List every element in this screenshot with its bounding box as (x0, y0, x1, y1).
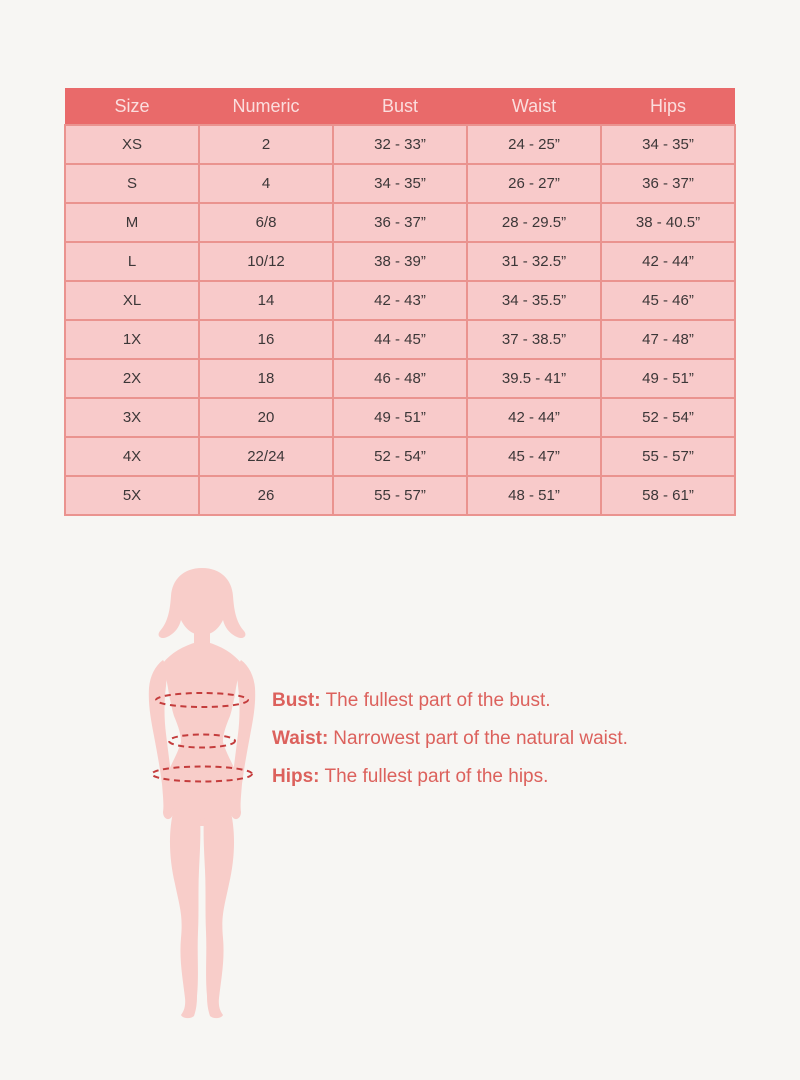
table-cell: 18 (199, 359, 333, 398)
table-cell: 45 - 46” (601, 281, 735, 320)
col-header-hips: Hips (601, 88, 735, 125)
table-cell: 10/12 (199, 242, 333, 281)
table-cell: 44 - 45” (333, 320, 467, 359)
table-cell: 24 - 25” (467, 125, 601, 164)
table-cell: XL (65, 281, 199, 320)
col-header-numeric: Numeric (199, 88, 333, 125)
table-cell: 52 - 54” (601, 398, 735, 437)
table-cell: 45 - 47” (467, 437, 601, 476)
table-cell: 36 - 37” (333, 203, 467, 242)
table-cell: 48 - 51” (467, 476, 601, 515)
legend-waist-text: Narrowest part of the natural waist. (333, 728, 628, 749)
col-header-bust: Bust (333, 88, 467, 125)
table-cell: 6/8 (199, 203, 333, 242)
table-cell: 16 (199, 320, 333, 359)
table-cell: L (65, 242, 199, 281)
table-cell: 5X (65, 476, 199, 515)
table-cell: 34 - 35” (601, 125, 735, 164)
table-cell: 55 - 57” (601, 437, 735, 476)
col-header-size: Size (65, 88, 199, 125)
silhouette-left-leg (170, 808, 200, 1018)
size-chart-table (64, 88, 736, 516)
table-cell: 4X (65, 437, 199, 476)
table-cell: 42 - 44” (467, 398, 601, 437)
table-cell: 14 (199, 281, 333, 320)
table-cell: 34 - 35.5” (467, 281, 601, 320)
table-cell: 31 - 32.5” (467, 242, 601, 281)
silhouette-right-leg (204, 808, 234, 1018)
body-figure (117, 560, 287, 1030)
table-row (65, 203, 735, 242)
legend-bust-text: The fullest part of the bust. (325, 690, 551, 711)
table-cell: 1X (65, 320, 199, 359)
table-cell: 26 (199, 476, 333, 515)
table-row (65, 398, 735, 437)
table-cell: 52 - 54” (333, 437, 467, 476)
table-cell: 4 (199, 164, 333, 203)
table-row (65, 320, 735, 359)
table-cell: 36 - 37” (601, 164, 735, 203)
legend-bust-label: Bust: (272, 690, 321, 711)
legend-bust (272, 682, 712, 720)
table-cell: 22/24 (199, 437, 333, 476)
table-header-row (65, 88, 735, 125)
legend-hips-text: The fullest part of the hips. (324, 766, 549, 787)
table-cell: 2X (65, 359, 199, 398)
table-cell: 20 (199, 398, 333, 437)
table-cell: 42 - 43” (333, 281, 467, 320)
table-cell: 38 - 39” (333, 242, 467, 281)
table-cell: 49 - 51” (601, 359, 735, 398)
legend-hips-label: Hips: (272, 766, 320, 787)
measurement-legend (272, 682, 712, 796)
table-cell: 58 - 61” (601, 476, 735, 515)
table-row (65, 242, 735, 281)
table-cell: 28 - 29.5” (467, 203, 601, 242)
table-cell: 46 - 48” (333, 359, 467, 398)
table-cell: 32 - 33” (333, 125, 467, 164)
table-row (65, 476, 735, 515)
table-cell: 49 - 51” (333, 398, 467, 437)
table-cell: 26 - 27” (467, 164, 601, 203)
table-cell: 55 - 57” (333, 476, 467, 515)
body-silhouette-svg (117, 560, 287, 1030)
size-table-body (65, 125, 735, 515)
legend-waist (272, 720, 712, 758)
silhouette-torso (163, 642, 241, 826)
table-row (65, 125, 735, 164)
table-cell: 47 - 48” (601, 320, 735, 359)
legend-waist-label: Waist: (272, 728, 329, 749)
table-cell: 2 (199, 125, 333, 164)
table-cell: 39.5 - 41” (467, 359, 601, 398)
table-cell: 34 - 35” (333, 164, 467, 203)
table-cell: 38 - 40.5” (601, 203, 735, 242)
table-row (65, 359, 735, 398)
table-cell: XS (65, 125, 199, 164)
table-row (65, 281, 735, 320)
table-cell: 37 - 38.5” (467, 320, 601, 359)
table-row (65, 437, 735, 476)
table-cell: 42 - 44” (601, 242, 735, 281)
col-header-waist: Waist (467, 88, 601, 125)
table-row (65, 164, 735, 203)
legend-hips (272, 758, 712, 796)
table-cell: S (65, 164, 199, 203)
table-cell: 3X (65, 398, 199, 437)
table-cell: M (65, 203, 199, 242)
